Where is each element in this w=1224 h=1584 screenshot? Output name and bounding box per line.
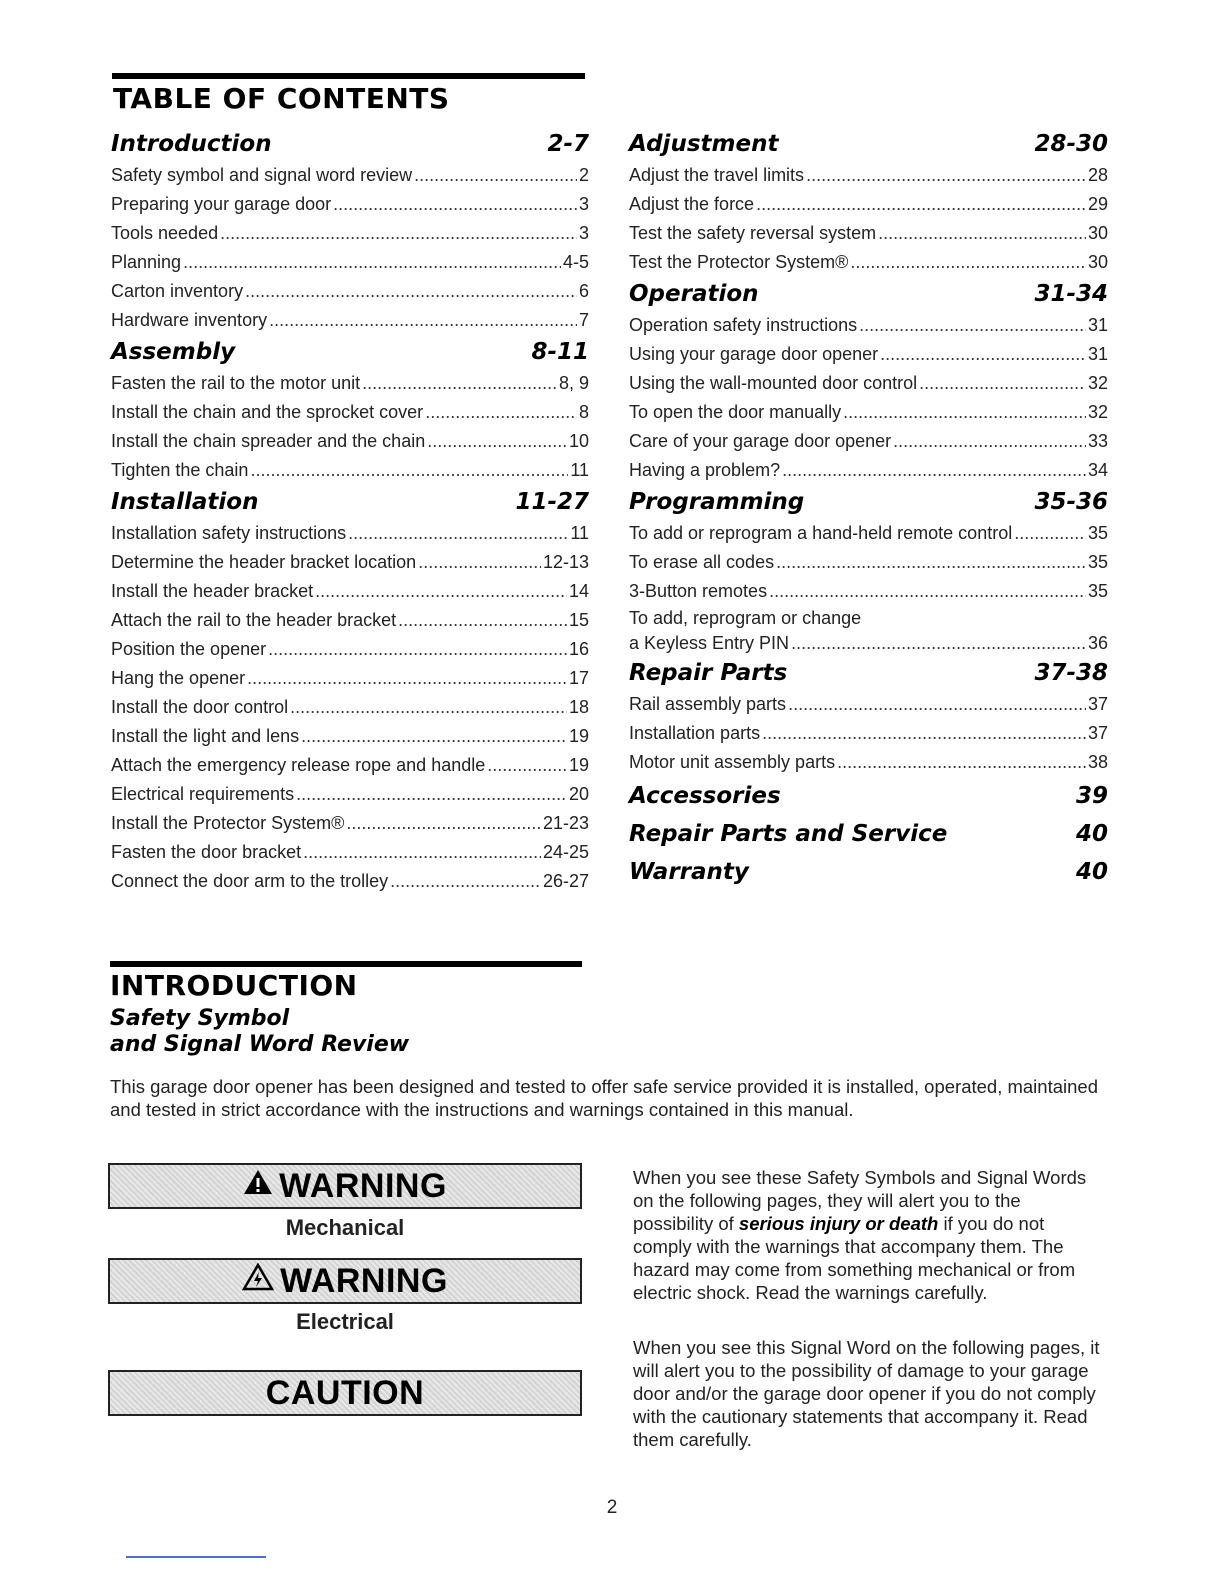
toc-row-page: 32 xyxy=(1087,373,1108,393)
toc-row-label: To add or reprogram a hand-held remote control xyxy=(629,523,1013,543)
section-title: Installation xyxy=(111,489,259,515)
toc-row-page: 3 xyxy=(578,223,589,243)
intro-paragraph: This garage door opener has been designed and tested to offer safe service provided it is installed, operated, maintained and tested in strict accordance with the instructions and warnings contained in this manual. xyxy=(110,1076,1098,1120)
toc-row[interactable] xyxy=(629,690,1108,719)
toc-row-page: 18 xyxy=(568,697,589,717)
toc-row[interactable] xyxy=(111,838,589,867)
warning-text-emphasis: serious injury or death xyxy=(738,1213,939,1234)
electrical-label: Electrical xyxy=(296,1309,394,1334)
toc-row-page: 31 xyxy=(1087,344,1108,364)
intro-subtitle-1: Safety Symbol xyxy=(110,1006,290,1031)
caution-label: CAUTION xyxy=(265,1373,425,1412)
warning-electrical-sign xyxy=(108,1258,582,1304)
toc-top-rule xyxy=(112,73,585,79)
toc-row-page: 16 xyxy=(568,639,589,659)
toc-row-page: 38 xyxy=(1087,752,1108,772)
toc-row-page: 8 xyxy=(578,402,589,422)
toc-row-page: 35 xyxy=(1087,581,1108,601)
toc-row-page: 35 xyxy=(1087,523,1108,543)
toc-row[interactable] xyxy=(629,630,1108,656)
toc-right-column xyxy=(629,127,1108,891)
toc-row-label: Motor unit assembly parts xyxy=(629,752,836,772)
toc-row-label: Tools needed xyxy=(111,223,219,243)
toc-row-label: Install the chain and the sprocket cover xyxy=(111,402,424,422)
toc-row[interactable] xyxy=(111,161,589,190)
toc-row-label: Attach the emergency release rope and handle xyxy=(111,755,486,775)
toc-section-introduction xyxy=(111,127,589,335)
toc-row-page: 30 xyxy=(1087,223,1108,243)
section-title: Assembly xyxy=(111,339,236,365)
toc-row-page: 7 xyxy=(578,310,589,330)
warning-triangle-icon xyxy=(243,1169,273,1203)
toc-row-label: Rail assembly parts xyxy=(629,694,787,714)
footer-line xyxy=(126,1556,266,1558)
toc-row-page: 10 xyxy=(568,431,589,451)
toc-row[interactable] xyxy=(111,722,589,751)
toc-row-page: 37 xyxy=(1087,723,1108,743)
toc-row-page: 31 xyxy=(1087,315,1108,335)
toc-row-label: 3-Button remotes xyxy=(629,581,768,601)
toc-row-label: Using the wall-mounted door control xyxy=(629,373,918,393)
section-title: Adjustment xyxy=(629,131,779,157)
toc-row[interactable] xyxy=(629,748,1108,777)
toc-row[interactable] xyxy=(629,311,1108,340)
toc-row[interactable] xyxy=(111,548,589,577)
toc-row-label: Adjust the force xyxy=(629,194,755,214)
toc-row[interactable] xyxy=(111,248,589,277)
warning-label: WARNING xyxy=(280,1261,448,1300)
toc-row-label: Install the door control xyxy=(111,697,289,717)
toc-row[interactable] xyxy=(111,577,589,606)
toc-row-label: Operation safety instructions xyxy=(629,315,858,335)
electrical-shock-icon xyxy=(242,1263,274,1299)
toc-row-label: Care of your garage door opener xyxy=(629,431,892,451)
toc-row-page: 6 xyxy=(578,281,589,301)
intro-subtitle-2: and Signal Word Review xyxy=(110,1032,410,1057)
section-pages: 31-34 xyxy=(1034,281,1108,307)
toc-row[interactable] xyxy=(629,369,1108,398)
toc-row-label: Adjust the travel limits xyxy=(629,165,805,185)
section-title: Repair Parts xyxy=(629,660,788,686)
page-number: 2 xyxy=(606,1497,618,1518)
toc-row[interactable] xyxy=(111,369,589,398)
toc-row[interactable] xyxy=(111,190,589,219)
toc-section-installation xyxy=(111,485,589,896)
toc-row-page: 36 xyxy=(1087,633,1108,653)
toc-row-label: Safety symbol and signal word review xyxy=(111,165,413,185)
toc-row[interactable] xyxy=(111,456,589,485)
toc-row[interactable] xyxy=(629,190,1108,219)
toc-row[interactable] xyxy=(111,867,589,896)
toc-row-label: a Keyless Entry PIN xyxy=(629,633,790,653)
toc-row-page: 11 xyxy=(570,523,589,543)
toc-row-label: Install the header bracket xyxy=(111,581,314,601)
section-title: Introduction xyxy=(111,131,272,157)
toc-row-label: Carton inventory xyxy=(111,281,244,301)
toc-row-label: Test the safety reversal system xyxy=(629,223,877,243)
section-pages: 39 xyxy=(1075,783,1108,809)
toc-row-label: Install the Protector System® xyxy=(111,813,345,833)
toc-row[interactable] xyxy=(111,277,589,306)
toc-row-page: 33 xyxy=(1087,431,1108,451)
toc-row-page: 26-27 xyxy=(542,871,589,891)
section-pages: 2-7 xyxy=(547,131,589,157)
section-title: Warranty xyxy=(629,859,749,885)
toc-row[interactable] xyxy=(111,809,589,838)
warning-text-part1: When you see these Safety Symbols and Signal Words on the following pages, they will alert you to the possibility of xyxy=(633,1167,1087,1234)
toc-row-label: Planning xyxy=(111,252,182,272)
toc-row-page: 28 xyxy=(1087,165,1108,185)
toc-row[interactable] xyxy=(629,577,1108,606)
toc-section-accessories[interactable] xyxy=(629,777,1108,815)
toc-row-page: 3 xyxy=(578,194,589,214)
toc-row-label: Hardware inventory xyxy=(111,310,268,330)
toc-row-prefix: To add, reprogram or change xyxy=(629,608,862,628)
toc-row-page: 19 xyxy=(568,726,589,746)
toc-row-page: 24-25 xyxy=(542,842,589,862)
toc-row-label: Having a problem? xyxy=(629,460,781,480)
section-pages: 28-30 xyxy=(1034,131,1108,157)
warning-explanation xyxy=(633,1166,1103,1304)
toc-row-label: To open the door manually xyxy=(629,402,842,422)
toc-row-label: Fasten the door bracket xyxy=(111,842,302,862)
intro-title: INTRODUCTION xyxy=(110,969,358,1002)
toc-row-label: Determine the header bracket location xyxy=(111,552,417,572)
toc-row-page: 12-13 xyxy=(542,552,589,572)
toc-section-adjustment xyxy=(629,127,1108,277)
toc-row[interactable] xyxy=(629,340,1108,369)
toc-row[interactable] xyxy=(111,635,589,664)
warning-mechanical-sign xyxy=(108,1163,582,1209)
toc-row-page: 4-5 xyxy=(562,252,589,272)
toc-section-repair-parts xyxy=(629,656,1108,777)
warning-label: WARNING xyxy=(279,1166,447,1205)
toc-row[interactable] xyxy=(629,519,1108,548)
toc-row[interactable] xyxy=(629,248,1108,277)
toc-row-page: 14 xyxy=(568,581,589,601)
toc-row[interactable] xyxy=(111,606,589,635)
toc-row-page: 32 xyxy=(1087,402,1108,422)
toc-row[interactable] xyxy=(629,548,1108,577)
toc-row[interactable] xyxy=(111,780,589,809)
toc-section-operation xyxy=(629,277,1108,485)
toc-row-page: 21-23 xyxy=(542,813,589,833)
toc-left-column xyxy=(111,127,589,896)
toc-row-page: 2 xyxy=(578,165,589,185)
toc-row-label: Preparing your garage door xyxy=(111,194,332,214)
intro-top-rule xyxy=(110,961,582,967)
toc-row-label: Install the chain spreader and the chain xyxy=(111,431,426,451)
toc-row-label: To erase all codes xyxy=(629,552,775,572)
toc-row[interactable] xyxy=(629,427,1108,456)
toc-row[interactable] xyxy=(111,219,589,248)
caution-explanation: When you see this Signal Word on the following pages, it will alert you to the possibility of damage to your garage door and/or the garage door opener if you do not comply with the cautionary statements that accompany it. Read them carefully. xyxy=(633,1337,1100,1450)
toc-row-label: Attach the rail to the header bracket xyxy=(111,610,397,630)
toc-row[interactable] xyxy=(111,693,589,722)
toc-row-page: 19 xyxy=(568,755,589,775)
toc-row-page: 11 xyxy=(570,460,589,480)
toc-row[interactable] xyxy=(111,306,589,335)
mechanical-label: Mechanical xyxy=(285,1215,405,1240)
section-pages: 37-38 xyxy=(1034,660,1108,686)
toc-row-label: Installation parts xyxy=(629,723,761,743)
toc-row[interactable] xyxy=(111,398,589,427)
toc-row-page: 15 xyxy=(568,610,589,630)
toc-row-label: Electrical requirements xyxy=(111,784,295,804)
toc-row-label: Connect the door arm to the trolley xyxy=(111,871,389,891)
toc-title: TABLE OF CONTENTS xyxy=(113,82,450,115)
section-title: Accessories xyxy=(629,783,781,809)
toc-row-label: Test the Protector System® xyxy=(629,252,849,272)
warning-text-part2: if you do not comply with the warnings that accompany them. The hazard may come from something mechanical or from electric shock. Read the warnings carefully. xyxy=(633,1213,1076,1303)
toc-row-label: Tighten the chain xyxy=(111,460,249,480)
toc-row-page: 20 xyxy=(568,784,589,804)
toc-row[interactable] xyxy=(629,219,1108,248)
toc-row-label: Installation safety instructions xyxy=(111,523,347,543)
toc-row-page: 34 xyxy=(1087,460,1108,480)
toc-row[interactable] xyxy=(629,719,1108,748)
section-title: Repair Parts and Service xyxy=(629,821,948,847)
section-pages: 40 xyxy=(1075,859,1108,885)
caution-sign xyxy=(108,1370,582,1416)
toc-row-label: Install the light and lens xyxy=(111,726,300,746)
toc-row[interactable] xyxy=(111,519,589,548)
toc-row-page: 37 xyxy=(1087,694,1108,714)
toc-row-label: Using your garage door opener xyxy=(629,344,879,364)
toc-row-page: 8, 9 xyxy=(558,373,589,393)
toc-section-programming xyxy=(629,485,1108,656)
toc-row[interactable] xyxy=(111,664,589,693)
toc-row[interactable] xyxy=(629,456,1108,485)
toc-section-assembly xyxy=(111,335,589,485)
toc-row[interactable] xyxy=(629,398,1108,427)
toc-row-label: Hang the opener xyxy=(111,668,246,688)
section-pages: 40 xyxy=(1075,821,1108,847)
toc-row-page: 30 xyxy=(1087,252,1108,272)
section-pages: 8-11 xyxy=(531,339,589,365)
toc-row-page: 29 xyxy=(1087,194,1108,214)
toc-row[interactable] xyxy=(111,427,589,456)
toc-row-page: 17 xyxy=(568,668,589,688)
toc-row-page: 35 xyxy=(1087,552,1108,572)
toc-section-warranty[interactable] xyxy=(629,853,1108,891)
toc-row[interactable] xyxy=(111,751,589,780)
toc-row-label: Fasten the rail to the motor unit xyxy=(111,373,361,393)
toc-section-repair-parts-and-service[interactable] xyxy=(629,815,1108,853)
section-title: Programming xyxy=(629,489,805,515)
toc-row-label: Position the opener xyxy=(111,639,267,659)
section-title: Operation xyxy=(629,281,759,307)
section-pages: 35-36 xyxy=(1034,489,1108,515)
toc-row[interactable] xyxy=(629,161,1108,190)
section-pages: 11-27 xyxy=(515,489,589,515)
